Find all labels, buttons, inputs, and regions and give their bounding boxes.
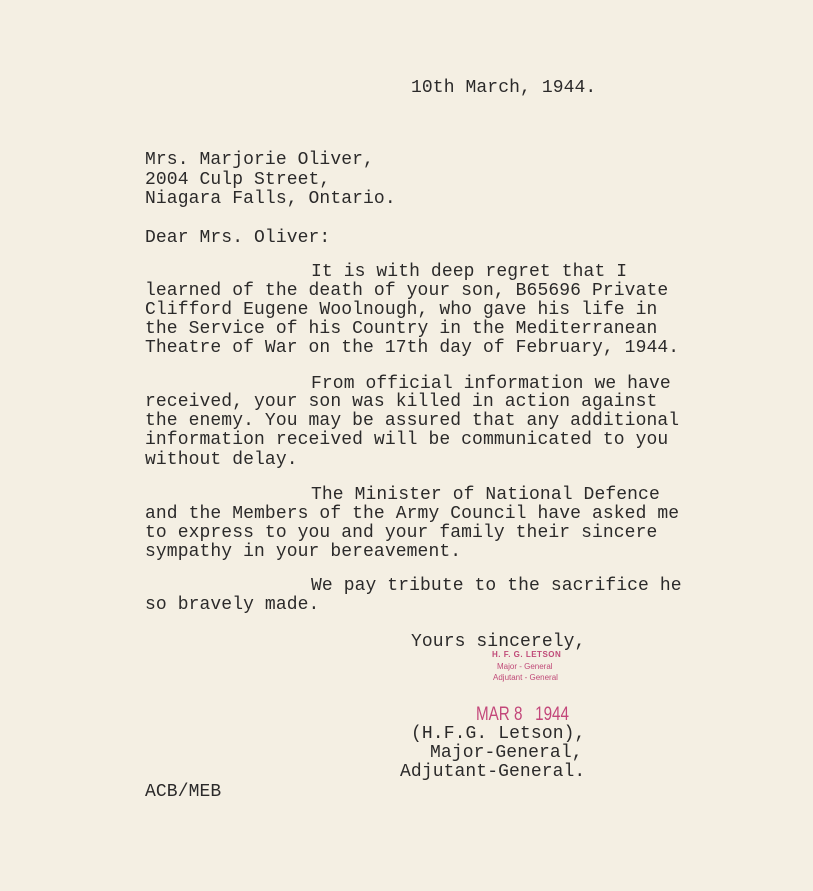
- signature-rank: Major-General,: [430, 743, 583, 763]
- paragraph-4-line: so bravely made.: [145, 595, 320, 615]
- closing: Yours sincerely,: [411, 632, 586, 652]
- stamp-name: H. F. G. LETSON: [492, 650, 562, 659]
- paragraph-2-line: received, your son was killed in action against: [145, 392, 658, 412]
- paragraph-4-line: We pay tribute to the sacrifice he: [311, 576, 682, 596]
- paragraph-1-line: It is with deep regret that I: [311, 262, 628, 282]
- paragraph-3-line: The Minister of National Defence: [311, 485, 660, 505]
- paragraph-2-line: information received will be communicated to you: [145, 430, 669, 450]
- paragraph-3-line: to express to you and your family their sincere: [145, 523, 658, 543]
- paragraph-2-line: From official information we have: [311, 374, 671, 394]
- paragraph-3-line: and the Members of the Army Council have asked me: [145, 504, 680, 524]
- letter-date: 10th March, 1944.: [411, 78, 597, 98]
- paragraph-2-line: the enemy. You may be assured that any additional: [145, 411, 680, 431]
- stamp-rank: Major - General: [497, 662, 553, 671]
- date-stamp: MAR 8 1944: [476, 704, 569, 725]
- salutation: Dear Mrs. Oliver:: [145, 228, 331, 248]
- address-line-2: 2004 Culp Street,: [145, 170, 331, 190]
- signature-title: Adjutant-General.: [400, 762, 586, 782]
- paragraph-1-line: the Service of his Country in the Mediterranean: [145, 319, 658, 339]
- signature-name: (H.F.G. Letson),: [411, 724, 586, 744]
- paragraph-1-line: Theatre of War on the 17th day of February, 1944.: [145, 338, 680, 358]
- paragraph-3-line: sympathy in your bereavement.: [145, 542, 462, 562]
- paragraph-1-line: learned of the death of your son, B65696 Private: [145, 281, 669, 301]
- paragraph-2-line: without delay.: [145, 450, 298, 470]
- paragraph-1-line: Clifford Eugene Woolnough, who gave his life in: [145, 300, 658, 320]
- address-line-3: Niagara Falls, Ontario.: [145, 189, 396, 209]
- reference-initials: ACB/MEB: [145, 782, 222, 802]
- address-line-1: Mrs. Marjorie Oliver,: [145, 150, 374, 170]
- stamp-title: Adjutant - General: [493, 673, 558, 682]
